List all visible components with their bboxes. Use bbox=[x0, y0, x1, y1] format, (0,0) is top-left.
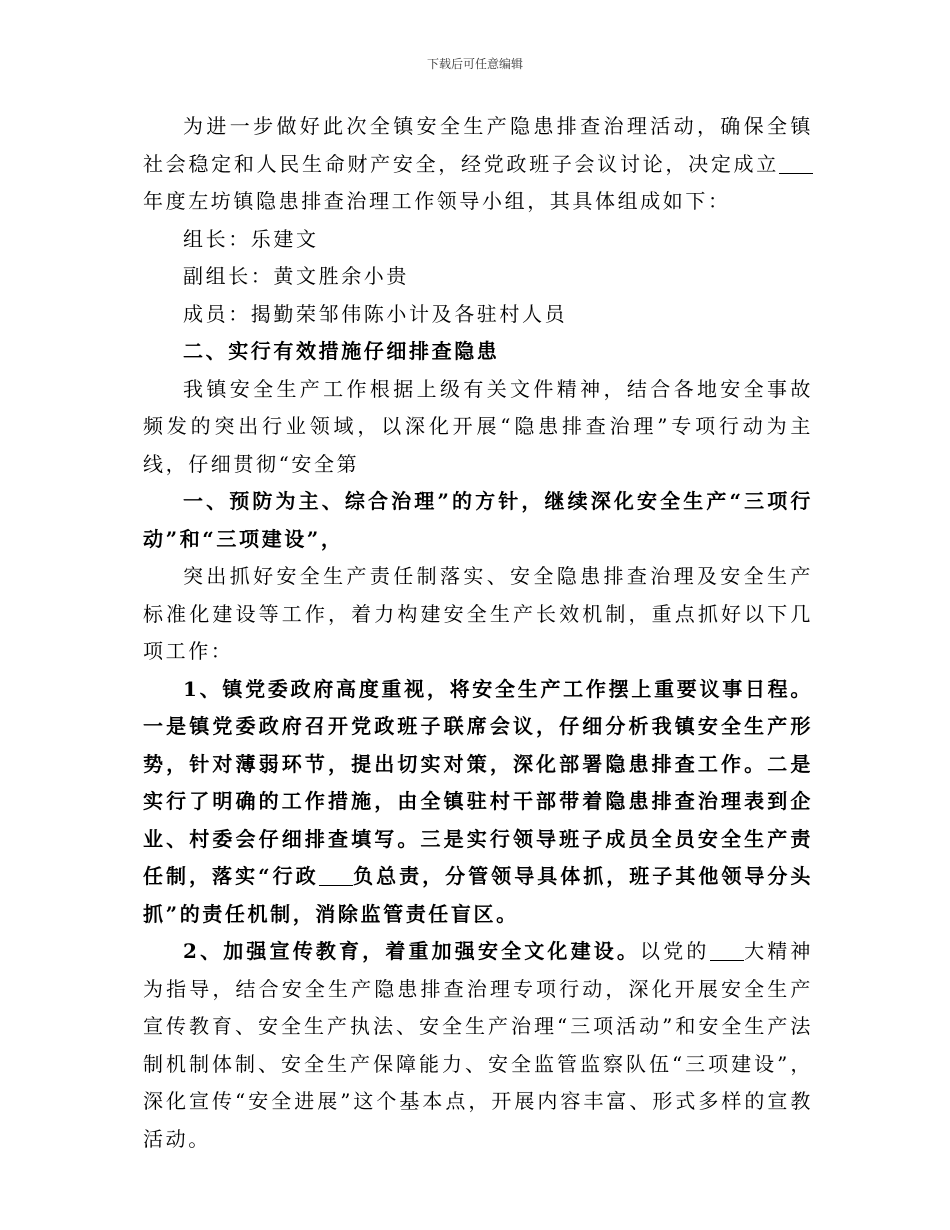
item-2-heading: 2、加强宣传教育，着重加强安全文化建设。 bbox=[183, 939, 641, 963]
section-heading-2: 二、实行有效措施仔细排查隐患 bbox=[183, 339, 500, 363]
blank-administrative bbox=[319, 865, 353, 886]
paragraph-item-1 bbox=[143, 671, 813, 934]
blank-year bbox=[779, 153, 813, 174]
intro-text-a: 为进一步做好此次全镇安全生产隐患排查治理活动，确保全镇社会稳定和人民生命财产安全，经党政班子会议讨论，决定成立 bbox=[143, 114, 813, 176]
document-body bbox=[143, 108, 813, 1158]
page-header: 下载后可任意编辑 bbox=[426, 57, 523, 71]
paragraph-policy: 一、预防为主、综合治理”的方针，继续深化安全生产“三项行动”和“三项建设”， bbox=[143, 489, 813, 551]
item-2-text-a: 以党的 bbox=[640, 939, 710, 963]
item-1-text-a: 1、镇党委政府高度重视，将安全生产工作摆上重要议事日程。一是镇党委政府召开党政班子联席会议，仔细分析我镇安全生产形势，针对薄弱环节，提出切实对策，深化部署隐患排查工作。二是实行了明确的工作措施，由全镇驻村干部带着隐患排查治理表到企业、村委会仔细排查填写。三是实行领导班子成员全员安全生产责任制，落实“行政 bbox=[143, 676, 813, 888]
paragraph-item-2 bbox=[143, 933, 813, 1158]
paragraph-members: 成员：揭勤荣邹伟陈小计及各驻村人员 bbox=[183, 301, 568, 326]
intro-text-b: 年度左坊镇隐患排查治理工作领导小组，其具体组成如下： bbox=[143, 189, 731, 213]
paragraph-work-basis: 我镇安全生产工作根据上级有关文件精神，结合各地安全事故频发的突出行业领域，以深化开展“隐患排查治理”专项行动为主线，仔细贯彻“安全第 bbox=[143, 376, 813, 476]
item-2-text-b: 大精神为指导，结合安全生产隐患排查治理专项行动，深化开展安全生产宣传教育、安全生产执法、安全生产治理“三项活动”和安全生产法制机制体制、安全生产保障能力、安全监管监察队伍“三项建设”，深化宣传“安全进展”这个基本点，开展内容丰富、形式多样的宣教活动。 bbox=[143, 939, 813, 1151]
item-1-text-b: 负总责，分管领导具体抓，班子其他领导分头抓”的责任机制，消除监管责任盲区。 bbox=[143, 864, 814, 926]
paragraph-deputy-leader: 副组长：黄文胜余小贵 bbox=[183, 264, 409, 288]
paragraph-intro bbox=[143, 108, 813, 221]
paragraph-leader: 组长：乐建文 bbox=[183, 226, 319, 251]
paragraph-key-tasks: 突出抓好安全生产责任制落实、安全隐患排查治理及安全生产标准化建设等工作，着力构建安全生产长效机制，重点抓好以下几项工作： bbox=[143, 564, 813, 663]
blank-congress bbox=[710, 940, 744, 961]
